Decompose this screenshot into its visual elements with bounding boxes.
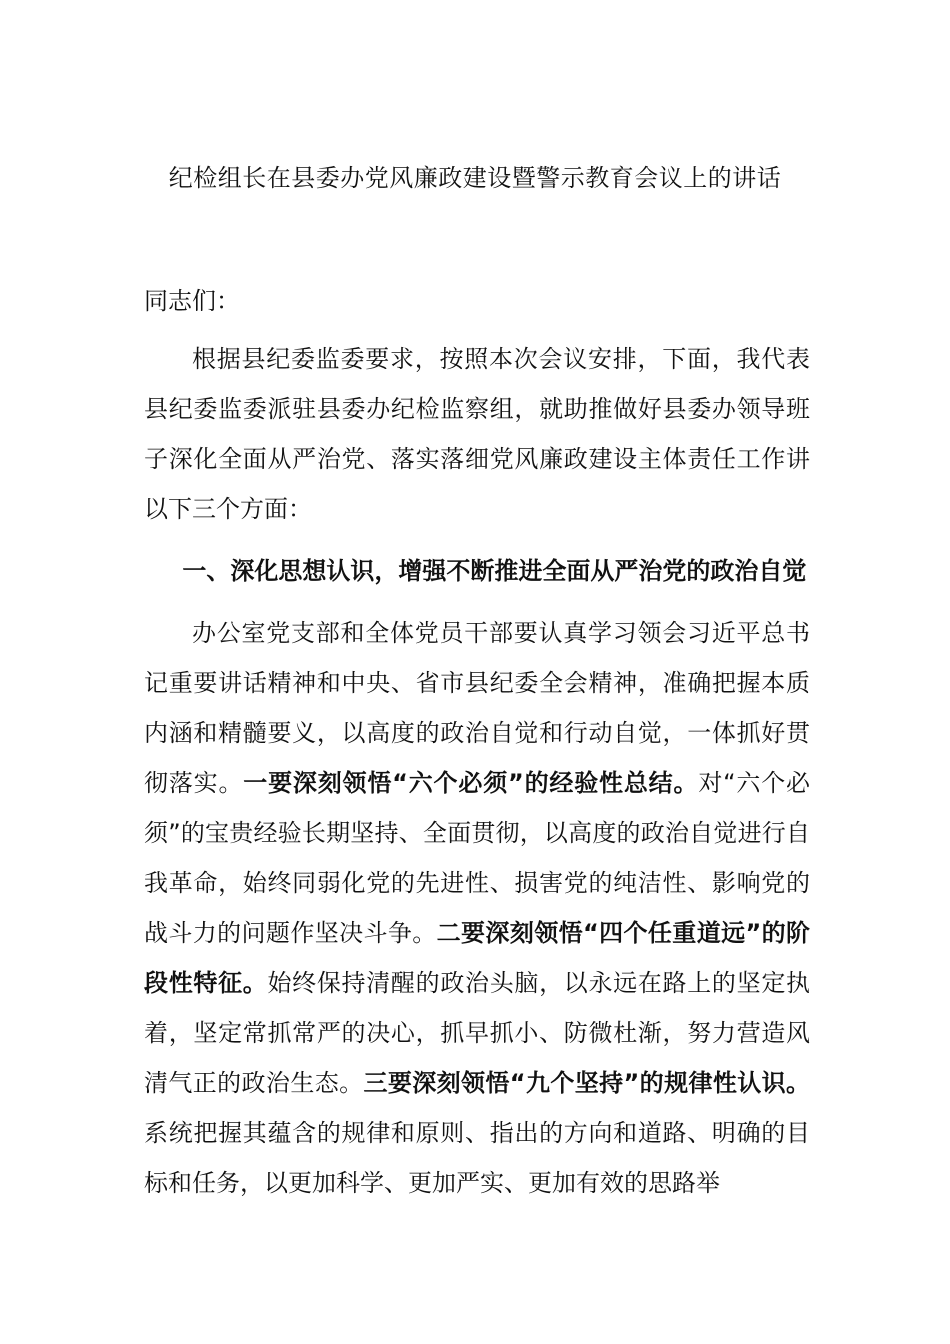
paragraph-text: 系统把握其蕴含的规律和原则、指出的方向和道路、明确的目标和任务，以更加科学、更加严实、更加有效的思路举 xyxy=(144,1119,810,1197)
bold-point-2: 二要深刻领悟“四个任重道远”的阶段性特征。 xyxy=(144,919,811,997)
paragraph-text: 办公室党支部和全体党员干部要认真学习领会习近平总书记重要讲话精神和中央、省市县纪委全会精神，准确把握本质内涵和精髓要义，以高度的政治自觉和行动自觉，一体抓好贯彻落实。 xyxy=(144,619,810,797)
salutation: 同志们： xyxy=(144,287,240,315)
document-title: 纪检组长在县委办党风廉政建设暨警示教育会议上的讲话 xyxy=(168,164,782,192)
section-1-body xyxy=(144,608,810,1208)
intro-paragraph: 根据县纪委监委要求，按照本次会议安排，下面，我代表县纪委监委派驻县委办纪检监察组，就助推做好县委办领导班子深化全面从严治党、落实落细党风廉政建设主体责任工作讲以下三个方面： xyxy=(144,345,810,523)
bold-point-1: 一要深刻领悟“六个必须”的经验性总结。 xyxy=(243,769,699,797)
intro-block xyxy=(144,334,810,534)
bold-point-3: 三要深刻领悟“九个坚持”的规律性认识。 xyxy=(363,1069,810,1097)
paragraph-text: 对“六个必须”的宝贵经验长期坚持、全面贯彻，以高度的政治自觉进行自我革命，始终同弱化党的先进性、损害党的纯洁性、影响党的战斗力的问题作坚决斗争。 xyxy=(144,769,811,947)
section-1 xyxy=(144,546,810,596)
section-1-heading: 一、深化思想认识，增强不断推进全面从严治党的政治自觉 xyxy=(182,557,807,585)
paragraph-text: 始终保持清醒的政治头脑，以永远在路上的坚定执着，坚定常抓常严的决心，抓早抓小、防微杜渐，努力营造风清气正的政治生态。 xyxy=(144,969,811,1097)
section-1-paragraph xyxy=(144,608,810,1208)
